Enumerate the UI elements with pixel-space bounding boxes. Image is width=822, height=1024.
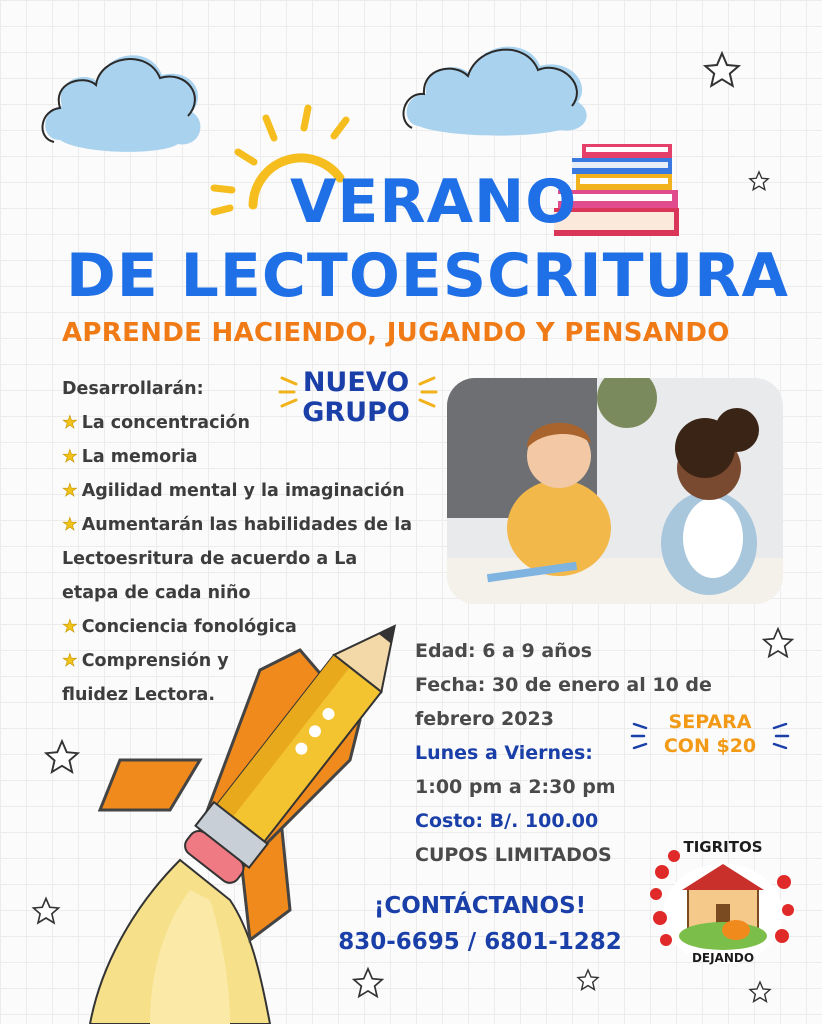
cost-text: Costo: B/. 100.00 — [415, 810, 599, 832]
new-group-line-2: GRUPO — [302, 397, 410, 428]
separa-badge — [650, 710, 770, 758]
separa-line-2: CON $20 — [663, 735, 757, 757]
list-item-continued: fluidez Lectora. — [62, 685, 215, 705]
star-icon — [760, 626, 796, 660]
title-line-1: VERANO — [290, 167, 578, 237]
contact-phones[interactable]: 830-6695 / 6801-1282 — [338, 929, 622, 955]
star-icon — [30, 896, 62, 926]
star-icon — [748, 980, 772, 1004]
rocket-pencil-icon — [60, 610, 400, 1024]
subtitle: APRENDE HACIENDO, JUGANDO Y PENSANDO — [62, 318, 730, 348]
star-icon — [700, 50, 744, 90]
list-item-continued: etapa de cada niño — [62, 583, 251, 603]
list-item: ★ La concentración — [62, 406, 442, 440]
separa-line-1: SEPARA — [668, 711, 752, 733]
date-text: Fecha: 30 de enero al 10 de — [415, 674, 712, 696]
kids-photo — [447, 378, 783, 604]
title-line-2: DE LECTOESCRITURA — [66, 241, 789, 311]
development-heading: Desarrollarán: — [62, 379, 204, 399]
date-text-continued: febrero 2023 — [415, 708, 554, 730]
cloud-icon — [400, 30, 600, 140]
logo-bottom-text: DEJANDO — [691, 951, 755, 965]
list-item-continued: Lectoesritura de acuerdo a La — [62, 549, 358, 569]
list-item: ★ Comprensión y — [62, 644, 442, 678]
new-group-line-1: NUEVO — [302, 367, 410, 398]
age-text: Edad: 6 a 9 años — [415, 640, 593, 662]
cloud-icon — [40, 30, 210, 160]
star-icon — [748, 170, 770, 192]
school-logo — [648, 832, 798, 972]
star-icon — [576, 968, 600, 992]
list-item: ★ Conciencia fonológica — [62, 610, 442, 644]
days-text: Lunes a Viernes: — [415, 742, 593, 764]
hours-text: 1:00 pm a 2:30 pm — [415, 776, 616, 798]
list-item: ★ La memoria — [62, 440, 442, 474]
list-item: ★ Aumentarán las habilidades de la — [62, 508, 442, 542]
logo-top-text: TIGRITOS — [683, 838, 763, 856]
list-item: ★ Agilidad mental y la imaginación — [62, 474, 442, 508]
contact-block — [320, 888, 640, 960]
limited-text: CUPOS LIMITADOS — [415, 844, 612, 866]
contact-heading: ¡CONTÁCTANOS! — [373, 893, 587, 919]
